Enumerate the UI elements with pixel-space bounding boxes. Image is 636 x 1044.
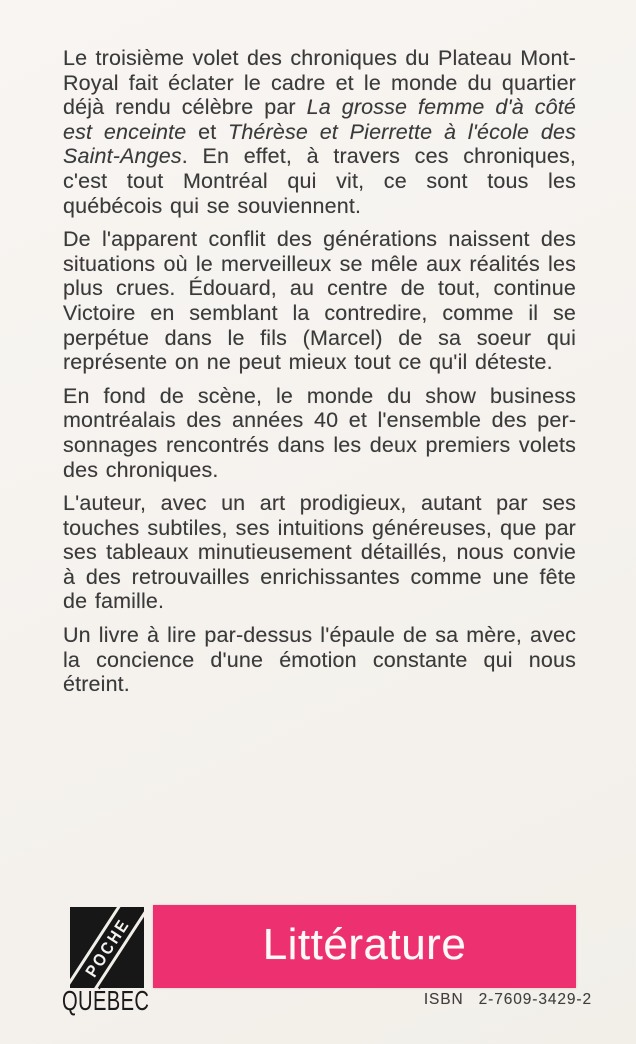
paragraph: De l'apparent conflit des générations naissent des situations où le merveilleux se mêle aux réalités les plus crues. Édouard, au centre de tout, continue Victoire en semblant la contredire, comme il se perpétue dans le fils (Marcel) de sa soeur qui représente on ne peut mieux tout ce qu'il déteste. bbox=[63, 227, 576, 375]
paragraph: L'auteur, avec un art prodigieux, autant par ses touches subtiles, ses intuitions généreuses, que par ses tableaux minutieusement détaillés, nous convie à des retrouvailles enrichissantes comme une fête de famille. bbox=[63, 491, 576, 614]
poche-quebec-logo bbox=[70, 907, 144, 988]
paragraph: Un livre à lire par-dessus l'épaule de sa mère, avec la concience d'une émotion constante qui nous étreint. bbox=[63, 623, 576, 697]
poche-logo-label: POCHE bbox=[81, 914, 133, 981]
isbn-number: 2-7609-3429-2 bbox=[478, 991, 592, 1008]
publisher-name: QUÉBEC bbox=[62, 985, 150, 1016]
category-label: Littérature bbox=[262, 919, 467, 969]
poche-logo-band-icon bbox=[70, 907, 144, 988]
isbn bbox=[424, 991, 592, 1009]
category-banner bbox=[153, 905, 576, 988]
paragraph: Le troisième volet des chroniques du Plateau Mont-Royal fait éclater le cadre et le monde du quartier déjà rendu célèbre par La grosse femme d'à côté est enceinte et Thérèse et Pierrette à l'école des Saint-Anges. En effet, à travers ces chroniques, c'est tout Montréal qui vit, ce sont tous les québécois qui se souviennent. bbox=[63, 46, 576, 218]
isbn-label: ISBN bbox=[423, 991, 464, 1008]
back-cover-text bbox=[63, 46, 576, 706]
paragraph: En fond de scène, le monde du show business montréalais des années 40 et l'ensemble des personnages rencontrés dans les deux premiers volets des chroniques. bbox=[63, 383, 576, 482]
